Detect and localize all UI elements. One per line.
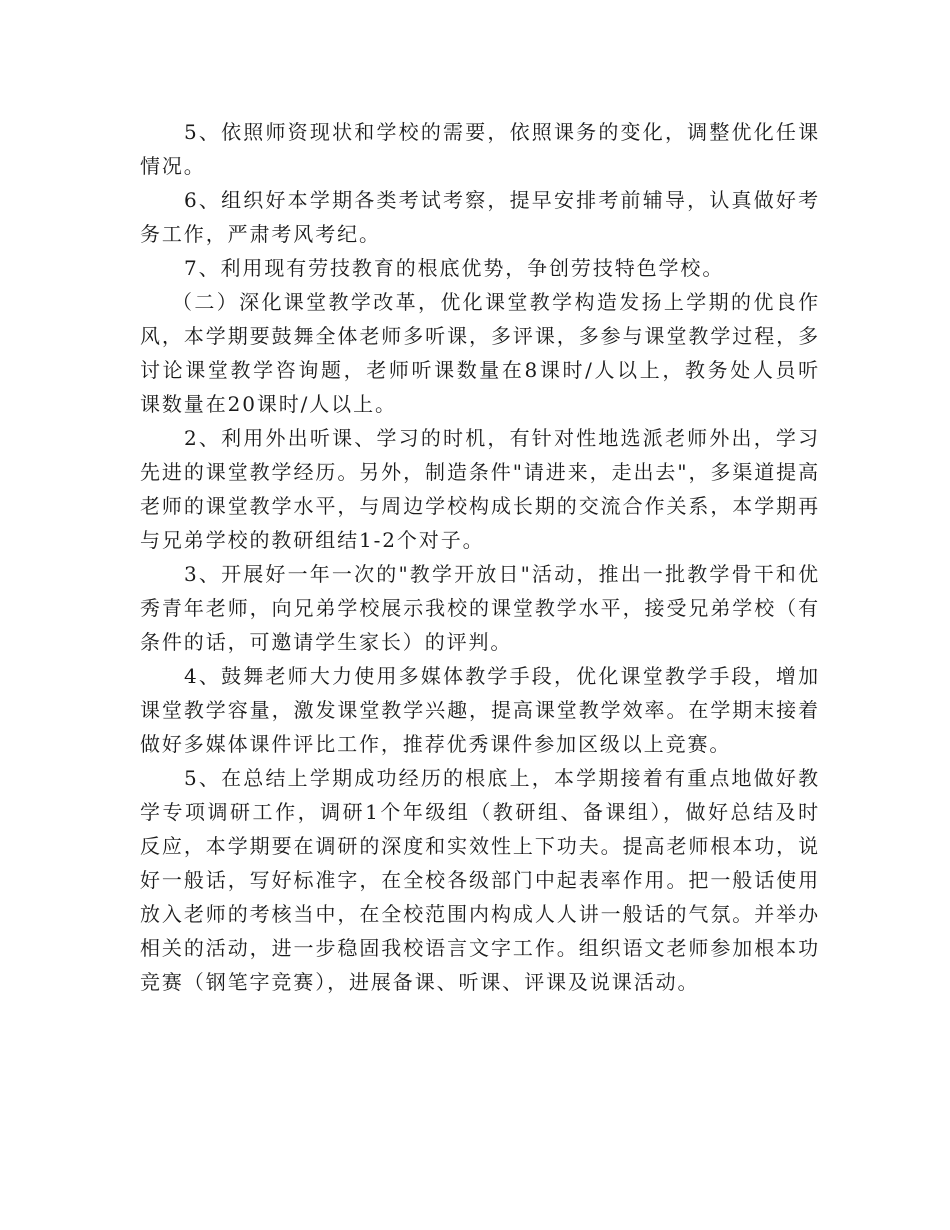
paragraph-item-6-exams: 6、组织好本学期各类考试考察，提早安排考前辅导，认真做好考务工作，严肃考风考纪。 bbox=[140, 188, 820, 246]
paragraph-item-3-open-day: 3、开展好一年一次的"教学开放日"活动，推出一批教学骨干和优秀青年老师，向兄弟学校展示我校的课堂教学水平，接受兄弟学校（有条件的话，可邀请学生家长）的评判。 bbox=[140, 562, 820, 654]
paragraph-item-5-staffing: 5、依照师资现状和学校的需要，依照课务的变化，调整优化任课情况。 bbox=[140, 120, 820, 178]
paragraph-item-2-external-learning: 2、利用外出听课、学习的时机，有针对性地选派老师外出，学习先进的课堂教学经历。另外，制造条件"请进来，走出去"，多渠道提高老师的课堂教学水平，与周边学校构成长期的交流合作关系，本学期再与兄弟学校的教研组结1-2个对子。 bbox=[140, 426, 820, 552]
document-body bbox=[140, 115, 820, 999]
paragraph-item-7-labor-education: 7、利用现有劳技教育的根底优势，争创劳技特色学校。 bbox=[184, 256, 725, 280]
paragraph-item-5-research: 5、在总结上学期成功经历的根底上，本学期接着有重点地做好教学专项调研工作，调研1个年级组（教研组、备课组），做好总结及时反应，本学期要在调研的深度和实效性上下功夫。提高老师根本功，说好一般话，写好标准字，在全校各级部门中起表率作用。把一般话使用放入老师的考核当中，在全校范围内构成人人讲一般话的气氛。并举办相关的活动，进一步稳固我校语言文字工作。组织语文老师参加根本功竞赛（钢笔字竞赛），进展备课、听课、评课及说课活动。 bbox=[140, 766, 820, 994]
paragraph-item-4-multimedia: 4、鼓舞老师大力使用多媒体教学手段，优化课堂教学手段，增加课堂教学容量，激发课堂教学兴趣，提高课堂教学效率。在学期末接着做好多媒体课件评比工作，推荐优秀课件参加区级以上竞赛。 bbox=[140, 664, 820, 756]
paragraph-section-2-teaching-reform: （二）深化课堂教学改革，优化课堂教学构造发扬上学期的优良作风，本学期要鼓舞全体老师多听课，多评课，多参与课堂教学过程，多讨论课堂教学咨询题，老师听课数量在8课时/人以上，教务处人员听课数量在20课时/人以上。 bbox=[140, 290, 820, 416]
